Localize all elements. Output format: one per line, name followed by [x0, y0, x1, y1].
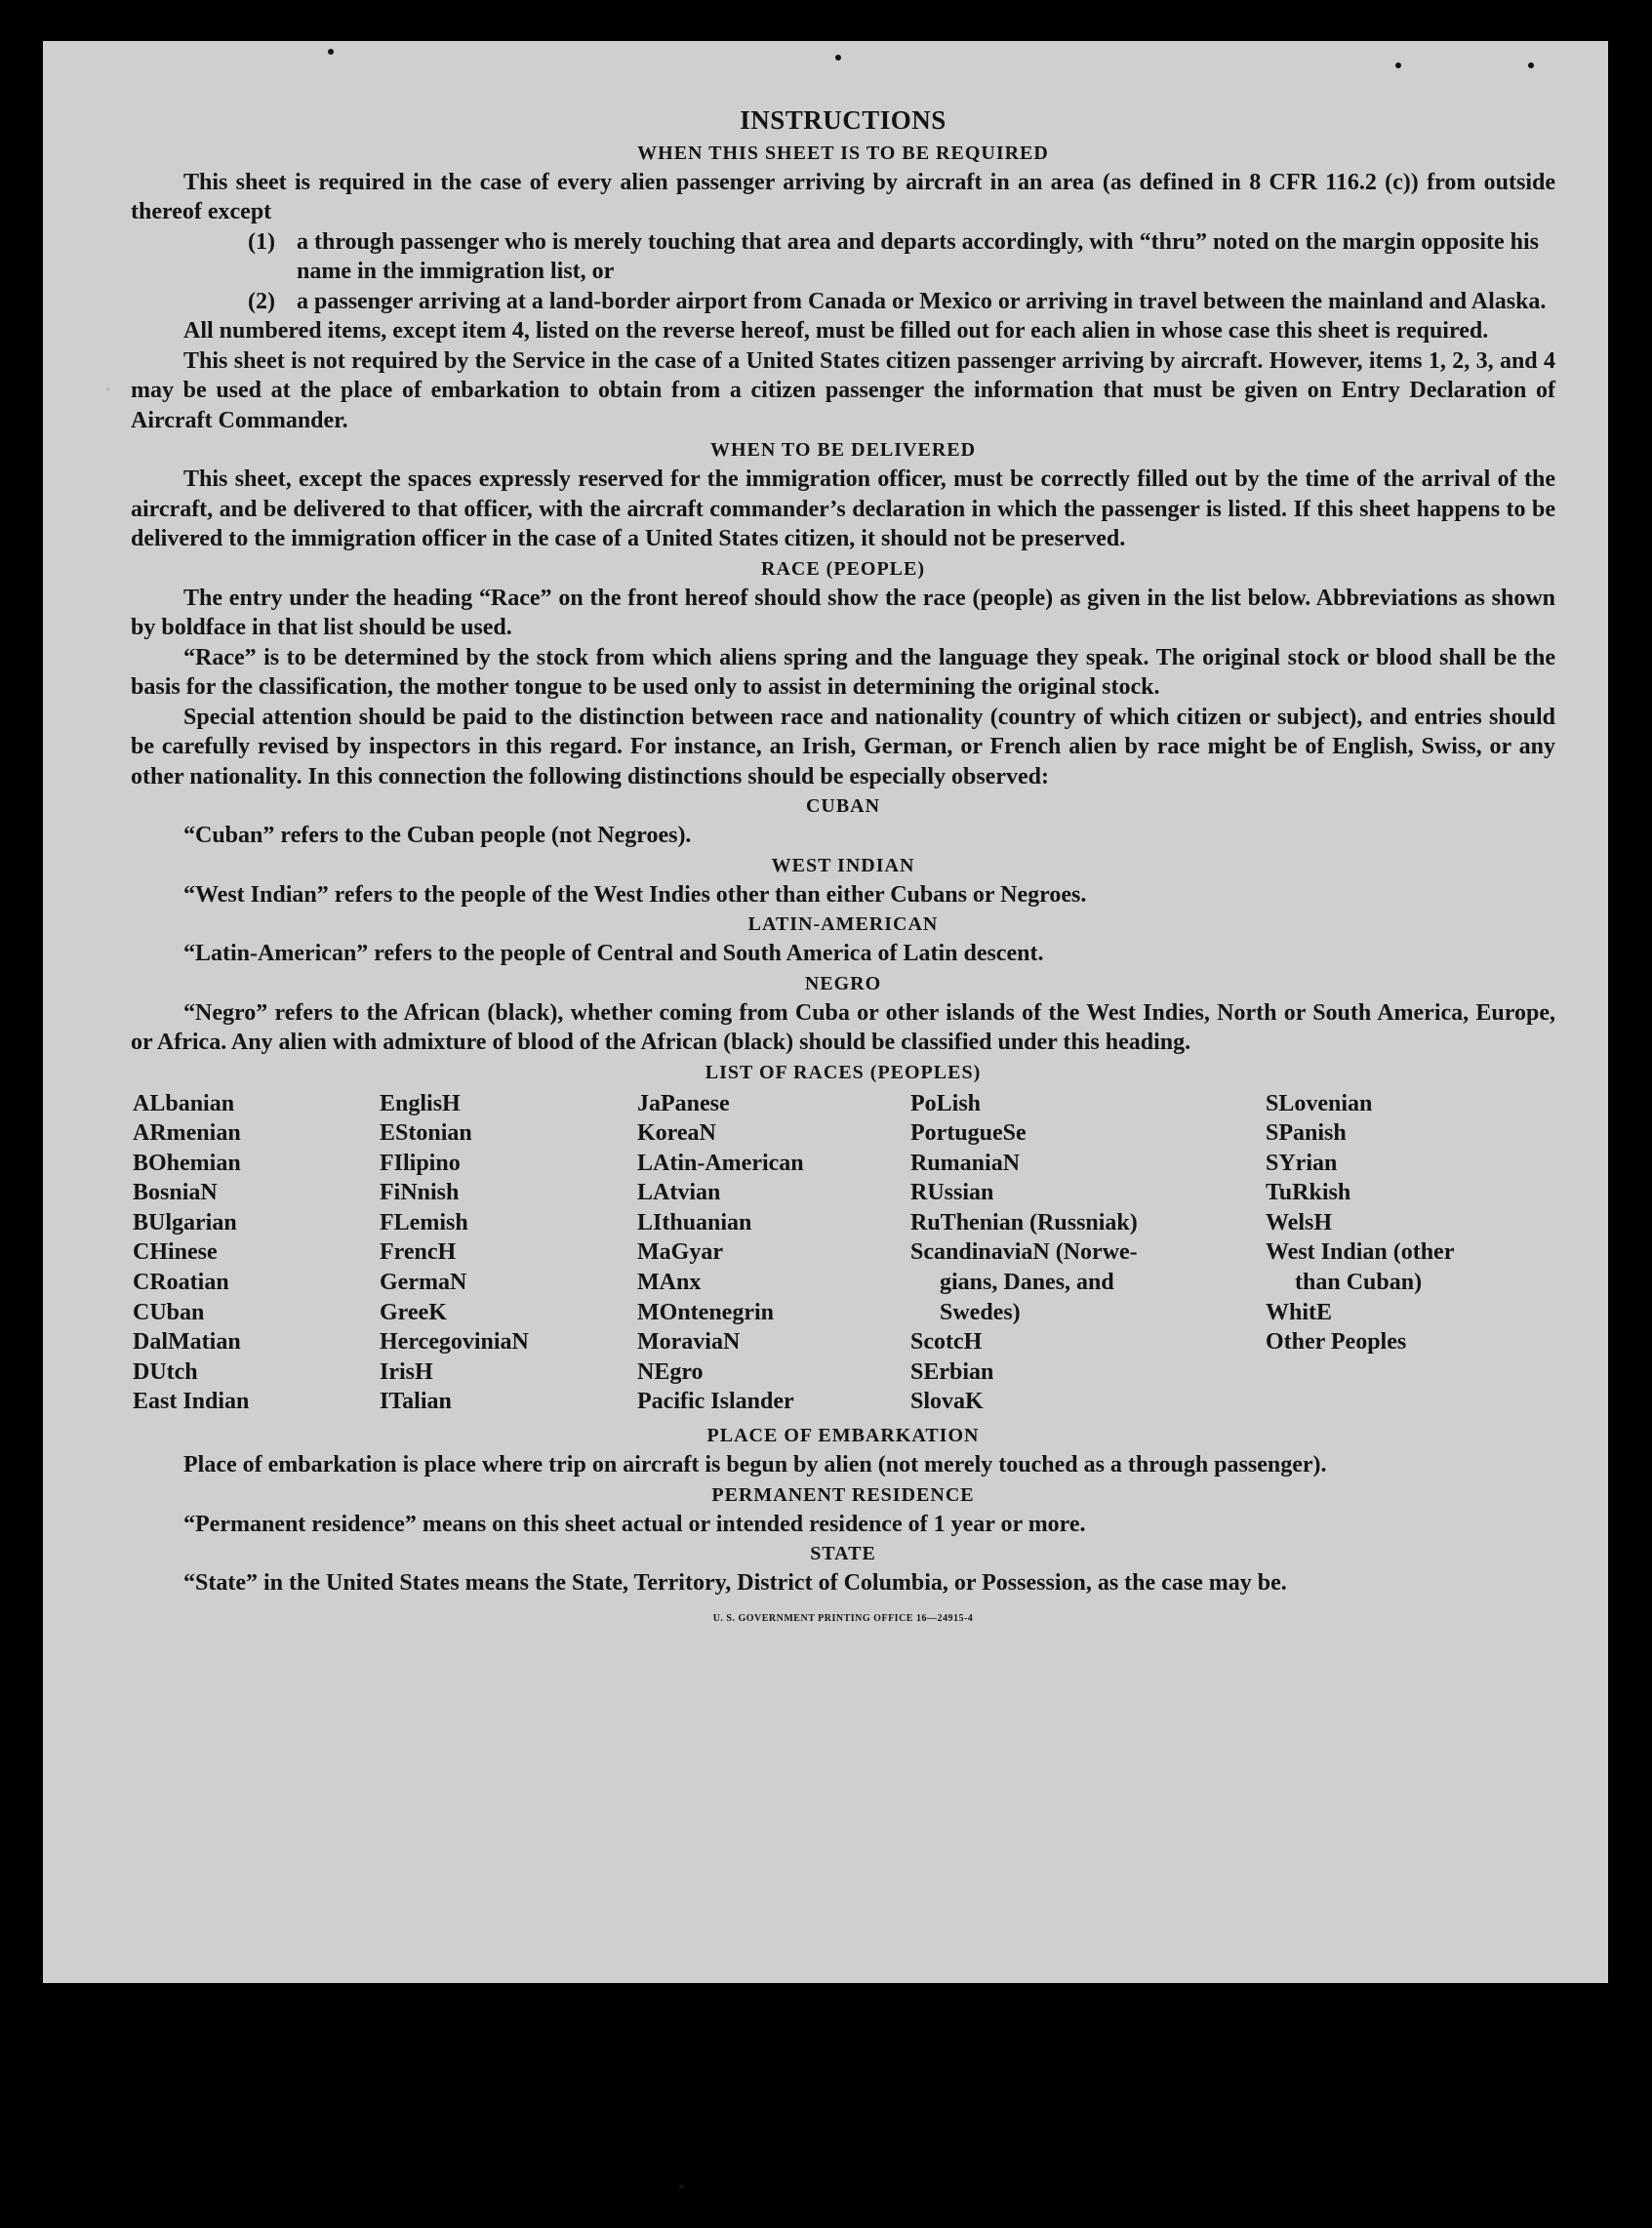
state-text: “State” in the United States means the State, Territory, District of Columbia, or Possession, as the case may be. — [183, 1570, 1287, 1597]
race-entry: LAtin-American — [637, 1150, 804, 1176]
bleed-through-mark: · — [101, 378, 115, 402]
scan-dot — [679, 2184, 684, 2189]
when-delivered-text: This sheet, except the spaces expressly reserved for the immigration officer, must be correctly filled out by the time of the arrival of the aircraft, and be delivered to that officer, with the aircraft commander’s declaration in which the passenger is listed. If this sheet happens to be delivered to the immigration officer in the case of a United States citizen, it should not be preserved. — [131, 466, 1555, 551]
race-entry: ScandinaviaN (Norwe- — [910, 1239, 1138, 1266]
race-entry: SLovenian — [1266, 1090, 1373, 1116]
race-entry: East Indian — [133, 1389, 250, 1415]
race-entry: WelsH — [1266, 1209, 1333, 1236]
race-entry: RuThenian (Russniak) — [910, 1209, 1138, 1236]
section-heading-latin-american: LATIN-AMERICAN — [747, 913, 939, 935]
race-entry: PortugueSe — [910, 1120, 1027, 1147]
race-entry: CUban — [133, 1299, 205, 1325]
document-sheet — [43, 41, 1608, 1983]
section-heading-state: STATE — [810, 1543, 876, 1565]
race-entry: KoreaN — [637, 1120, 716, 1147]
place-of-embarkation-text: Place of embarkation is place where trip on aircraft is begun by alien (not merely touched as a through passenger). — [183, 1452, 1327, 1479]
races-column — [910, 1089, 1266, 1418]
cuban-text: “Cuban” refers to the Cuban people (not Negroes). — [183, 823, 692, 848]
race-entry: DalMatian — [133, 1329, 241, 1356]
section-heading-west-indian: WEST INDIAN — [771, 854, 915, 876]
race-entry: WhitE — [1266, 1299, 1333, 1325]
race-entry: FiNnish — [380, 1180, 460, 1206]
race-entry: HercegoviniaN — [380, 1329, 529, 1356]
punch-dot — [1395, 62, 1401, 68]
race-entry: ALbanian — [133, 1090, 235, 1116]
race-entry: JaPanese — [637, 1090, 730, 1116]
race-entry: FrencH — [380, 1239, 457, 1266]
race-entry: SlovaK — [910, 1389, 984, 1415]
permanent-residence-text: “Permanent residence” means on this sheet actual or intended residence of 1 year or more. — [183, 1511, 1086, 1537]
race-entry: TuRkish — [1266, 1180, 1351, 1206]
race-entry: CHinese — [133, 1239, 218, 1266]
race-entry: GermaN — [380, 1270, 467, 1296]
section-heading-cuban: CUBAN — [805, 795, 881, 817]
punch-dot — [328, 49, 334, 55]
races-list — [133, 1089, 1555, 1418]
numbered-items-paragraph: All numbered items, except item 4, listed on the reverse hereof, must be filled out for each alien in whose case this sheet is required. — [183, 318, 1489, 344]
race-paragraph-1: The entry under the heading “Race” on the front hereof should show the race (people) as given in the list below. Abbreviations as shown by boldface in that list should be used. — [131, 585, 1555, 640]
latin-american-text: “Latin-American” refers to the people of Central and South America of Latin descent. — [183, 941, 1044, 966]
race-entry: RumaniaN — [910, 1150, 1021, 1176]
race-entry: RUssian — [910, 1180, 994, 1206]
races-column — [637, 1089, 910, 1418]
section-heading-negro: NEGRO — [804, 972, 882, 994]
race-entry: MOntenegrin — [637, 1299, 774, 1325]
exception-item-text: a passenger arriving at a land-border airport from Canada or Mexico or arriving in travel between the mainland and Alaska. — [297, 288, 1547, 314]
race-paragraph-2: “Race” is to be determined by the stock from which aliens spring and the language they speak. The original stock or blood shall be the basis for the classification, the mother tongue to be used only to assist in determining the original stock. — [131, 644, 1555, 700]
printing-office-footer: U. S. GOVERNMENT PRINTING OFFICE 16—24915-4 — [712, 1612, 974, 1624]
citizen-paragraph: This sheet is not required by the Service in the case of a United States citizen passenger arriving by aircraft. However, items 1, 2, 3, and 4 may be used at the place of embarkation to obtain from a citizen passenger the information that must be given on Entry Declaration of Aircraft Commander. — [131, 347, 1555, 433]
section-heading-permanent-residence: PERMANENT RESIDENCE — [711, 1483, 975, 1506]
when-required-intro: This sheet is required in the case of every alien passenger arriving by aircraft in an area (as defined in 8 CFR 116.2 (c)) from outside thereof except — [131, 169, 1555, 224]
exception-item — [248, 227, 1555, 287]
race-entry: Pacific Islander — [637, 1389, 794, 1415]
exception-item — [248, 287, 1555, 317]
race-entry: IrisH — [380, 1358, 433, 1385]
race-entry-continuation: Swedes) — [940, 1299, 1021, 1325]
race-entry: SPanish — [1266, 1120, 1347, 1147]
section-heading-place-of-embarkation: PLACE OF EMBARKATION — [706, 1425, 980, 1447]
race-entry-continuation: than Cuban) — [1295, 1270, 1423, 1296]
race-entry: MaGyar — [637, 1239, 723, 1266]
race-entry: MAnx — [637, 1270, 702, 1296]
race-entry: MoraviaN — [637, 1329, 741, 1356]
race-entry: LAtvian — [637, 1180, 721, 1206]
race-entry: NEgro — [637, 1358, 704, 1385]
race-entry: PoLish — [910, 1090, 982, 1116]
race-entry: ITalian — [380, 1389, 452, 1415]
negro-text: “Negro” refers to the African (black), whether coming from Cuba or other islands of the West Indies, North or South America, Europe, or Africa. Any alien with admixture of blood of the African (black) should be classified under this heading. — [131, 999, 1555, 1055]
instructions-content — [131, 105, 1555, 1634]
punch-dot — [1528, 62, 1534, 68]
race-entry: West Indian (other — [1266, 1239, 1455, 1266]
races-column — [1266, 1089, 1558, 1418]
race-entry: FIlipino — [380, 1150, 461, 1176]
races-column — [133, 1089, 380, 1418]
race-entry: ARmenian — [133, 1120, 241, 1147]
race-entry: SYrian — [1266, 1150, 1338, 1176]
race-entry: EStonian — [380, 1120, 472, 1147]
race-paragraph-3: Special attention should be paid to the distinction between race and nationality (country of which citizen or subject), and entries should be carefully revised by inspectors in this regard. For instance, an Irish, German, or French alien by race might be of English, Swiss, or any other nationality. In this connection the following distinctions should be especially observed: — [131, 704, 1555, 790]
race-entry: DUtch — [133, 1358, 198, 1385]
race-entry: ScotcH — [910, 1329, 983, 1356]
section-heading-when-delivered: WHEN TO BE DELIVERED — [709, 439, 977, 461]
race-entry: BOhemian — [133, 1150, 241, 1176]
exception-item-number: (1) — [248, 228, 275, 255]
race-entry: BosniaN — [133, 1180, 218, 1206]
races-column — [380, 1089, 637, 1418]
race-entry: FLemish — [380, 1209, 468, 1236]
page-title: INSTRUCTIONS — [740, 105, 947, 135]
race-entry: LIthuanian — [637, 1209, 752, 1236]
exception-item-text: a through passenger who is merely touching that area and departs accordingly, with “thru” noted on the margin opposite his name in the immigration list, or — [297, 228, 1539, 284]
race-entry: SErbian — [910, 1358, 994, 1385]
punch-dot — [835, 55, 841, 61]
race-entry: GreeK — [380, 1299, 447, 1325]
race-entry-continuation: gians, Danes, and — [940, 1270, 1114, 1296]
race-entry: CRoatian — [133, 1270, 229, 1296]
race-entry: BUlgarian — [133, 1209, 237, 1236]
exception-item-number: (2) — [248, 288, 275, 314]
race-entry: Other Peoples — [1266, 1329, 1407, 1356]
section-heading-list-of-races: LIST OF RACES (PEOPLES) — [705, 1061, 982, 1083]
section-heading-race: RACE (PEOPLE) — [761, 557, 925, 580]
race-entry: EnglisH — [380, 1090, 461, 1116]
west-indian-text: “West Indian” refers to the people of the West Indies other than either Cubans or Negroes. — [183, 881, 1087, 908]
section-heading-when-required: WHEN THIS SHEET IS TO BE REQUIRED — [637, 142, 1049, 164]
